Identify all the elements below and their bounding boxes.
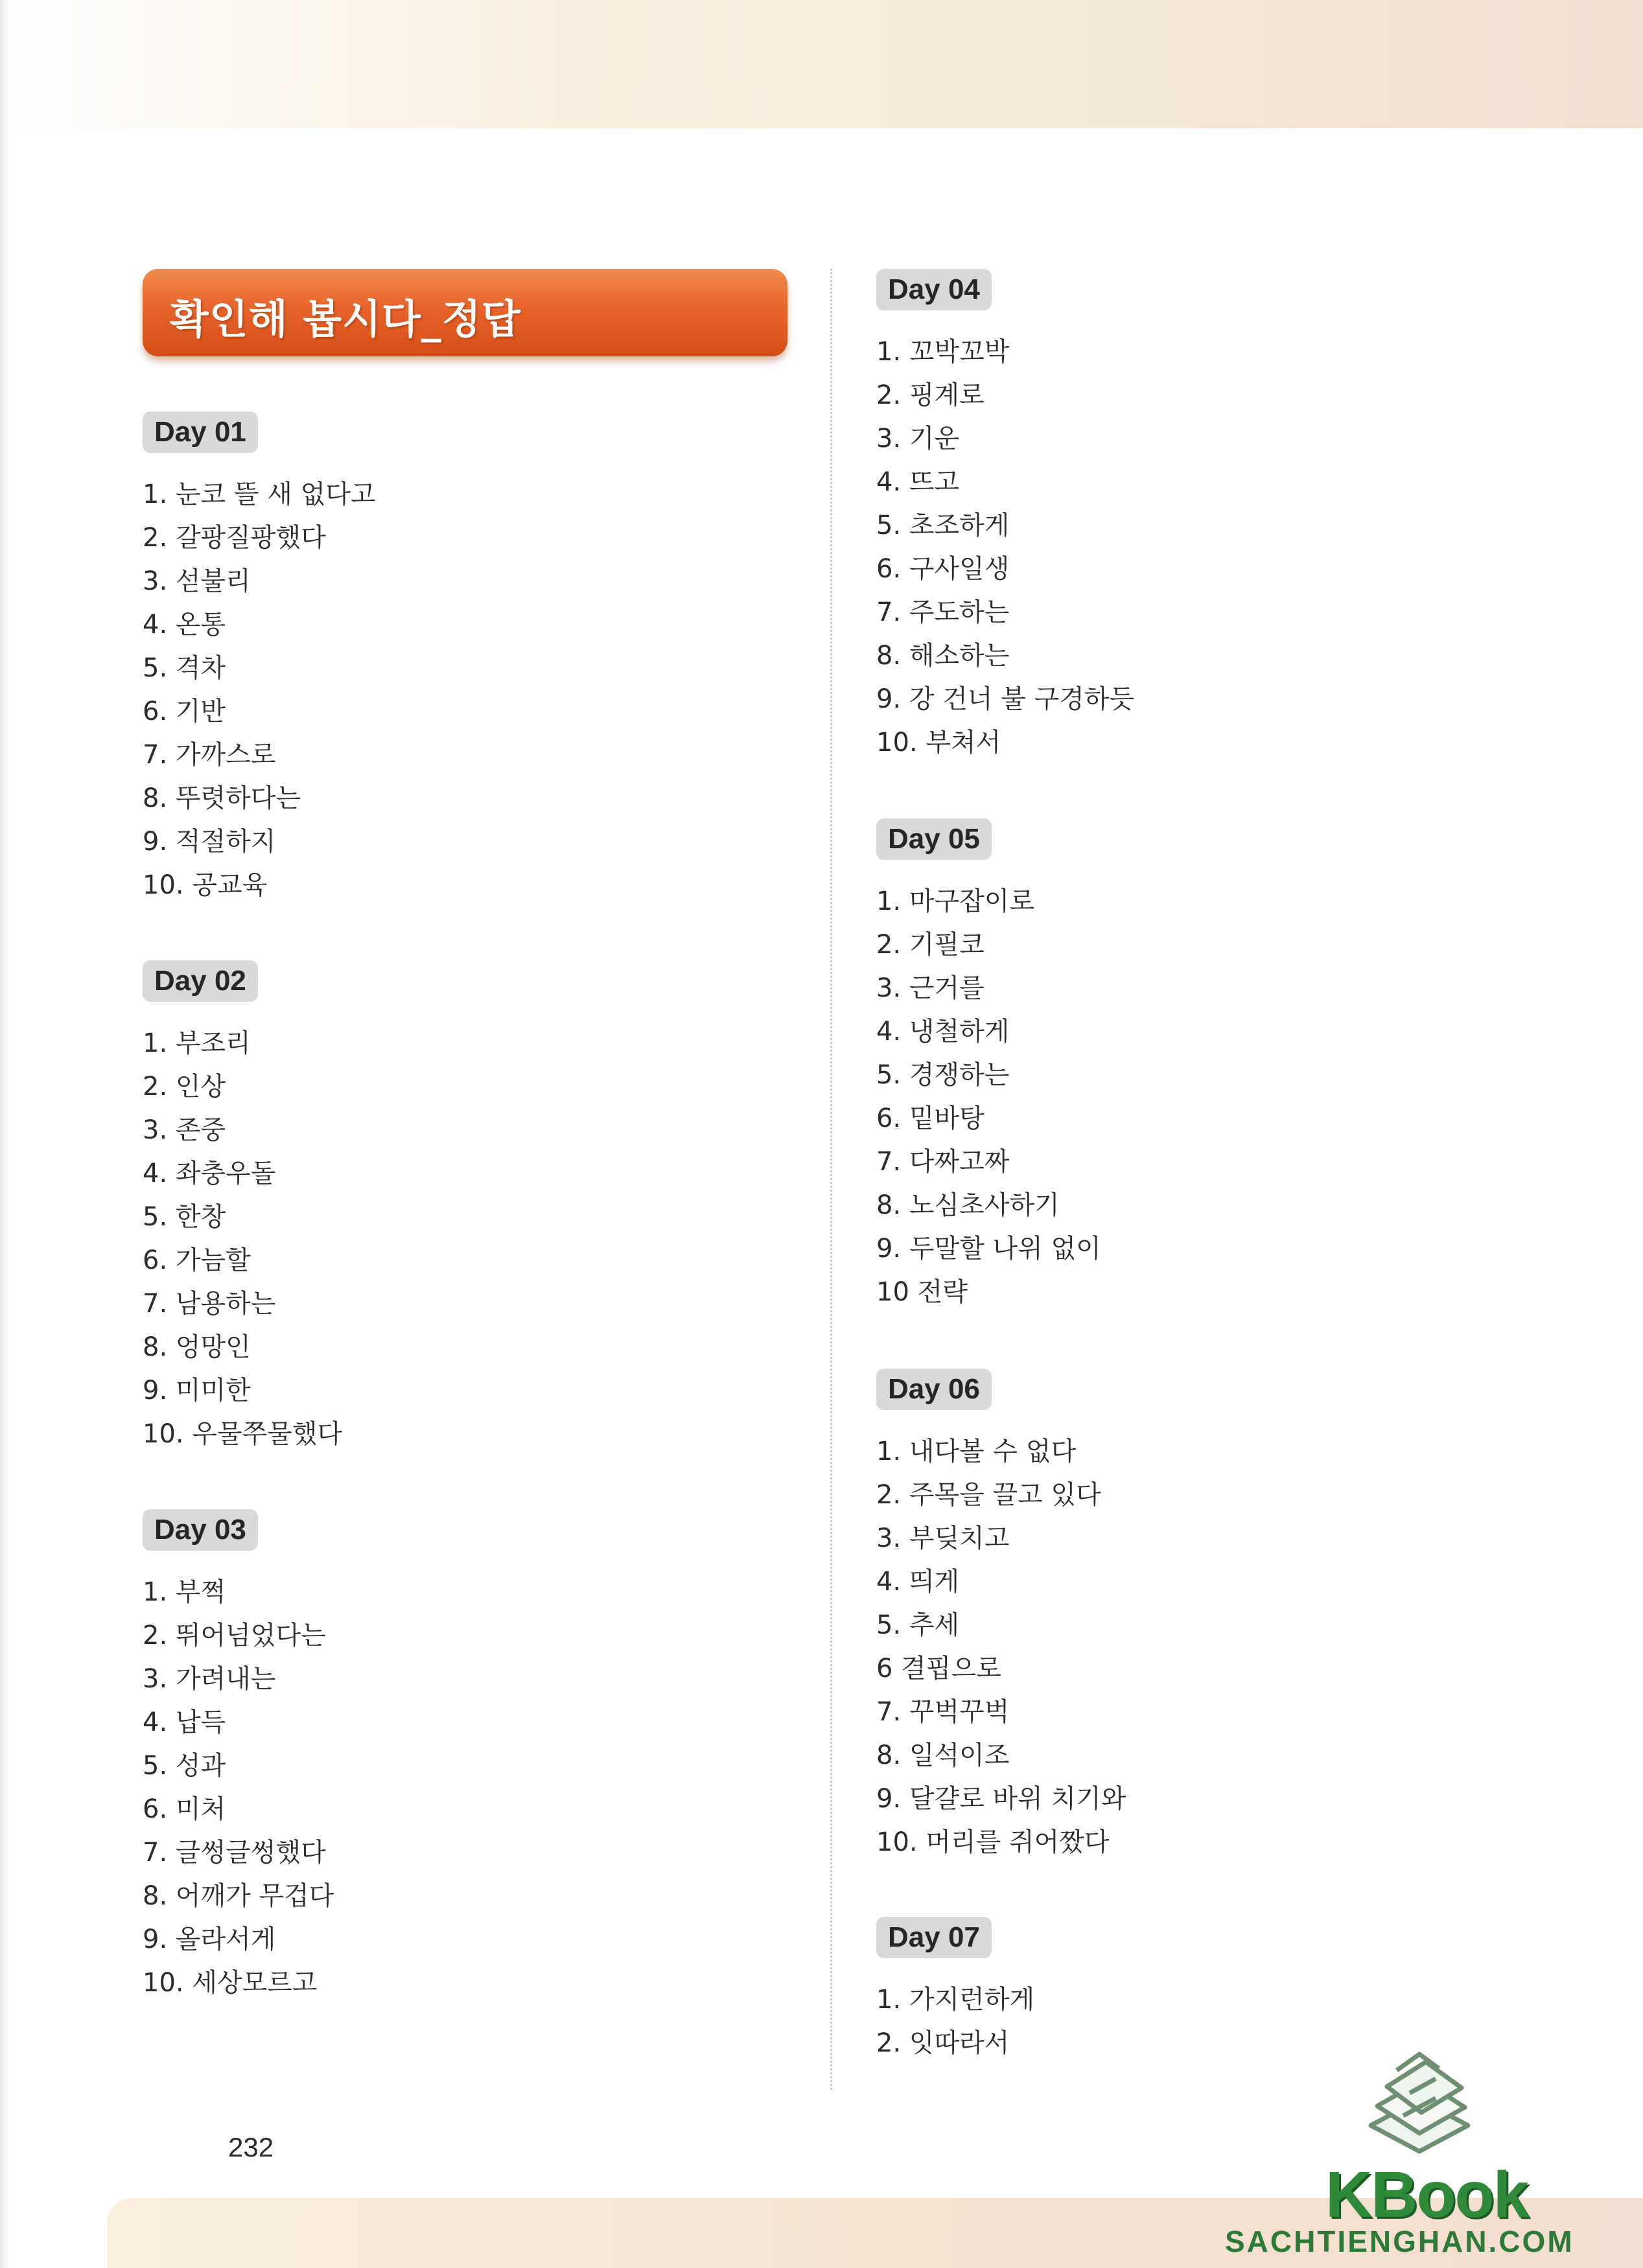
answer-item: 4. 좌충우돌 <box>143 1159 276 1188</box>
answer-list <box>876 1430 1126 1864</box>
answer-item: 2. 주목을 끌고 있다 <box>876 1480 1101 1510</box>
answer-item: 9. 올라서게 <box>143 1925 276 1954</box>
answer-item: 5. 추세 <box>876 1610 960 1640</box>
day-section-05 <box>876 818 1101 1307</box>
answer-item: 6. 구사일생 <box>876 554 1010 584</box>
day-badge: Day 02 <box>143 960 258 1002</box>
day-badge: Day 04 <box>876 269 992 310</box>
answer-item: 2. 갈팡질팡했다 <box>143 523 326 553</box>
answer-item: 5. 격차 <box>143 653 226 683</box>
answer-item: 8. 노심초사하기 <box>876 1190 1060 1220</box>
answer-list <box>143 473 376 907</box>
answer-item: 6. 기반 <box>143 697 226 726</box>
answer-item: 1. 부쩍 <box>143 1577 226 1607</box>
answer-item: 4. 납득 <box>143 1707 226 1737</box>
book-stack-icon <box>1358 2048 1481 2158</box>
answer-item: 5. 성과 <box>143 1751 226 1781</box>
top-decorative-band <box>0 0 1643 130</box>
answer-item: 1. 내다볼 수 없다 <box>876 1437 1077 1466</box>
answer-item: 6. 밑바탕 <box>876 1104 985 1133</box>
answer-item: 6. 미처 <box>143 1794 226 1824</box>
answer-item: 10. 세상모르고 <box>143 1968 318 1998</box>
answer-item: 8. 어깨가 무겁다 <box>143 1881 334 1911</box>
day-badge: Day 07 <box>876 1917 992 1958</box>
answer-item: 10. 머리를 쥐어짰다 <box>876 1827 1110 1857</box>
answer-item: 4. 온통 <box>143 610 226 640</box>
day-badge: Day 03 <box>143 1509 258 1551</box>
answer-item: 2. 뛰어넘었다는 <box>143 1621 326 1650</box>
answer-list <box>143 1022 342 1456</box>
answer-item: 3. 섣불리 <box>143 566 251 596</box>
answer-item: 7. 가까스로 <box>143 740 276 770</box>
logo-brand: KBook <box>1325 2158 1528 2231</box>
answer-item: 2. 기필코 <box>876 930 985 960</box>
answer-item: 1. 가지런하게 <box>876 1985 1035 2015</box>
answer-item: 1. 눈코 뜰 새 없다고 <box>143 480 376 509</box>
answer-list <box>876 880 1101 1314</box>
answer-item: 2. 잇따라서 <box>876 2028 1010 2058</box>
answer-item: 9. 달걀로 바위 치기와 <box>876 1784 1126 1814</box>
answer-item: 4. 냉철하게 <box>876 1017 1010 1047</box>
answer-list <box>876 1978 1034 2065</box>
page-title-banner <box>143 269 787 356</box>
answer-item: 7. 꾸벅꾸벅 <box>876 1697 1010 1727</box>
answer-item: 10. 공교육 <box>143 870 268 900</box>
day-badge: Day 01 <box>143 411 258 453</box>
page-title: 확인해 봅시다_정답 <box>170 295 521 343</box>
page-number: 232 <box>228 2132 274 2162</box>
answer-item: 10. 부쳐서 <box>876 728 1001 758</box>
answer-item: 10 전략 <box>876 1277 968 1307</box>
answer-item: 7. 주도하는 <box>876 597 1010 627</box>
answer-item: 8. 엉망인 <box>143 1332 251 1362</box>
answer-item: 3. 근거를 <box>876 973 985 1003</box>
answer-item: 7. 다짜고짜 <box>876 1147 1010 1177</box>
answer-item: 3. 존중 <box>143 1115 226 1145</box>
answer-item: 8. 일석이조 <box>876 1741 1010 1770</box>
day-section-03 <box>143 1509 334 1998</box>
day-section-01 <box>143 411 376 900</box>
answer-item: 9. 미미한 <box>143 1376 251 1406</box>
answer-item: 4. 띄게 <box>876 1567 960 1597</box>
day-section-02 <box>143 960 343 1449</box>
answer-item: 10. 우물쭈물했다 <box>143 1419 343 1449</box>
answer-item: 2. 인상 <box>143 1072 226 1102</box>
answer-item: 5. 초조하게 <box>876 511 1010 540</box>
logo-site-url: SACHTIENGHAN.COM <box>1225 2225 1574 2258</box>
day-section-04 <box>876 269 1135 758</box>
answer-item: 8. 뚜렷하다는 <box>143 783 301 813</box>
answer-item: 5. 경쟁하는 <box>876 1060 1010 1090</box>
answer-item: 3. 부딪치고 <box>876 1523 1010 1553</box>
page-edge-shadow <box>0 0 9 2268</box>
answer-item: 3. 기운 <box>876 424 960 454</box>
answer-item: 1. 꼬박꼬박 <box>876 337 1010 367</box>
answer-list <box>876 330 1134 765</box>
answer-list <box>143 1571 334 2005</box>
answer-item: 1. 마구잡이로 <box>876 886 1035 916</box>
day-section-06 <box>876 1369 1126 1857</box>
kbook-logo <box>1218 2048 1633 2262</box>
answer-item: 1. 부조리 <box>143 1028 251 1058</box>
day-section-07 <box>876 1917 1035 2058</box>
column-divider <box>830 269 832 2090</box>
answer-item: 4. 뜨고 <box>876 467 960 497</box>
answer-item: 2. 핑계로 <box>876 380 985 410</box>
answer-item: 6. 가늠할 <box>143 1245 251 1275</box>
answer-item: 3. 가려내는 <box>143 1664 276 1694</box>
answer-item: 6 결핍으로 <box>876 1654 1001 1684</box>
answer-item: 9. 강 건너 불 구경하듯 <box>876 684 1135 714</box>
answer-item: 7. 글썽글썽했다 <box>143 1838 326 1868</box>
answer-item: 9. 두말할 나위 없이 <box>876 1234 1101 1264</box>
answer-item: 7. 남용하는 <box>143 1289 276 1319</box>
day-badge: Day 05 <box>876 818 992 860</box>
day-badge: Day 06 <box>876 1369 992 1410</box>
answer-item: 8. 해소하는 <box>876 641 1010 671</box>
answer-item: 5. 한창 <box>143 1202 226 1232</box>
answer-item: 9. 적절하지 <box>143 827 276 857</box>
